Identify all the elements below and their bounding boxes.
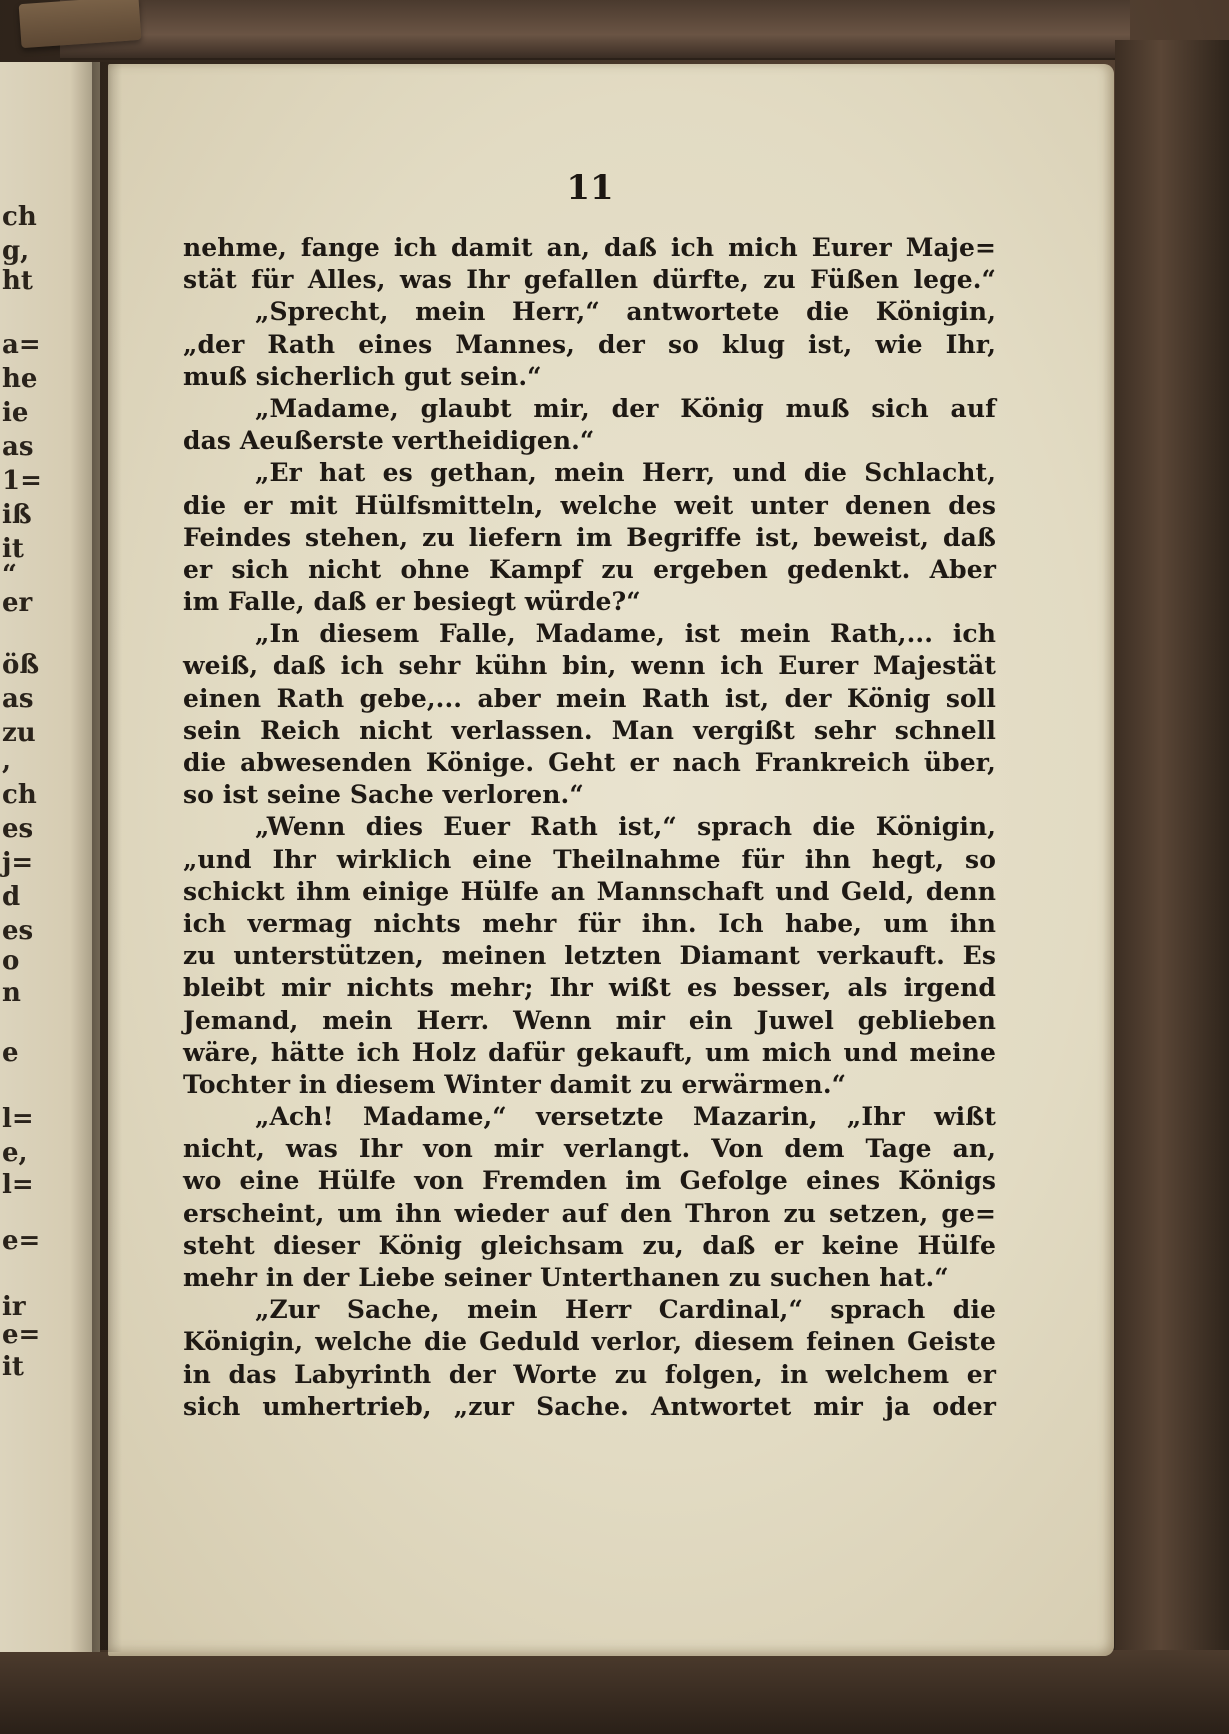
- facing-page-fragment: es: [2, 814, 34, 844]
- facing-page-fragment: “: [2, 560, 17, 590]
- cover-top-edge: [60, 0, 1130, 60]
- facing-page-fragment: ,: [2, 746, 12, 776]
- facing-page-fragment: ie: [2, 398, 29, 428]
- cover-bottom-edge: [0, 1650, 1229, 1734]
- text-line: er sich nicht ohne Kampf zu ergeben gedenkt. Aber: [183, 554, 996, 584]
- facing-page: [0, 62, 100, 1652]
- facing-page-fragment: it: [2, 534, 24, 564]
- text-line: „Madame, glaubt mir, der König muß sich auf: [255, 393, 996, 423]
- facing-page-fragment: j=: [2, 848, 34, 878]
- facing-page-fragment: e: [2, 1038, 19, 1068]
- text-line: im Falle, daß er besiegt würde?“: [183, 587, 641, 617]
- facing-page-fragment: ch: [2, 202, 37, 232]
- text-line: weiß, daß ich sehr kühn bin, wenn ich Eurer Majestät: [183, 651, 996, 681]
- facing-page-fragment: it: [2, 1352, 24, 1382]
- text-line: das Aeußerste vertheidigen.“: [183, 426, 595, 456]
- body-text: [183, 232, 996, 1423]
- facing-page-fragment: as: [2, 432, 34, 462]
- text-line: einen Rath gebe,... aber mein Rath ist, der König soll: [183, 683, 996, 713]
- text-line: steht dieser König gleichsam zu, daß er keine Hülfe: [183, 1230, 996, 1260]
- text-line: Tochter in diesem Winter damit zu erwärmen.“: [183, 1069, 847, 1099]
- text-line: erscheint, um ihn wieder auf den Thron zu setzen, ge=: [183, 1198, 996, 1228]
- facing-page-fragment: es: [2, 916, 34, 946]
- facing-page-fragment: 1=: [2, 466, 42, 496]
- text-line: stät für Alles, was Ihr gefallen dürfte, zu Füßen lege.“: [183, 265, 996, 295]
- page-gutter-shadow: [92, 62, 122, 1652]
- facing-page-fragment: e=: [2, 1226, 41, 1256]
- text-line: muß sicherlich gut sein.“: [183, 361, 542, 391]
- text-line: nicht, was Ihr von mir verlangt. Von dem Tage an,: [183, 1134, 996, 1164]
- facing-page-fragment: er: [2, 588, 33, 618]
- facing-page-fragment: zu: [2, 718, 36, 748]
- text-line: „Zur Sache, mein Herr Cardinal,“ sprach die: [255, 1295, 996, 1325]
- text-line: wo eine Hülfe von Fremden im Gefolge eines Königs: [183, 1166, 996, 1196]
- text-line: die er mit Hülfsmitteln, welche weit unter denen des: [183, 490, 996, 520]
- text-line: zu unterstützen, meinen letzten Diamant verkauft. Es: [183, 941, 996, 971]
- facing-page-fragment: öß: [2, 650, 40, 680]
- text-line: Jemand, mein Herr. Wenn mir ein Juwel geblieben: [183, 1005, 996, 1035]
- facing-page-fragment: ir: [2, 1292, 26, 1322]
- facing-page-fragment: e,: [2, 1138, 28, 1168]
- facing-page-fragment: n: [2, 978, 21, 1008]
- facing-page-fragment: l=: [2, 1170, 34, 1200]
- cover-right-edge: [1115, 40, 1229, 1680]
- facing-page-fragment: he: [2, 364, 38, 394]
- text-line: sein Reich nicht verlassen. Man vergißt sehr schnell: [183, 715, 996, 745]
- facing-page-fragment: as: [2, 684, 34, 714]
- text-line: „der Rath eines Mannes, der so klug ist, wie Ihr,: [183, 329, 996, 359]
- facing-page-fragment: ht: [2, 266, 33, 296]
- facing-page-fragment: ch: [2, 780, 37, 810]
- text-line: nehme, fange ich damit an, daß ich mich Eurer Maje=: [183, 233, 996, 262]
- text-line: mehr in der Liebe seiner Unterthanen zu suchen hat.“: [183, 1263, 949, 1292]
- text-line: „Ach! Madame,“ versetzte Mazarin, „Ihr wißt: [255, 1102, 996, 1132]
- text-line: Königin, welche die Geduld verlor, diesem feinen Geiste: [183, 1327, 996, 1357]
- facing-page-fragment: g,: [2, 236, 30, 266]
- text-line: „Er hat es gethan, mein Herr, und die Schlacht,: [255, 458, 996, 488]
- text-line: „Sprecht, mein Herr,“ antwortete die Königin,: [255, 297, 996, 327]
- page-number: 11: [566, 168, 614, 208]
- text-line: schickt ihm einige Hülfe an Mannschaft und Geld, denn: [183, 876, 996, 906]
- text-line: „In diesem Falle, Madame, ist mein Rath,... ich: [255, 619, 996, 649]
- text-line: so ist seine Sache verloren.“: [183, 780, 584, 810]
- facing-page-fragment: d: [2, 882, 21, 912]
- facing-page-fragment: a=: [2, 330, 41, 360]
- text-line: wäre, hätte ich Holz dafür gekauft, um mich und meine: [183, 1037, 996, 1067]
- facing-page-fragment: iß: [2, 500, 32, 530]
- facing-page-fragment: o: [2, 946, 20, 976]
- facing-page-fragment: e=: [2, 1320, 41, 1350]
- text-line: „Wenn dies Euer Rath ist,“ sprach die Königin,: [255, 812, 996, 842]
- text-line: bleibt mir nichts mehr; Ihr wißt es besser, als irgend: [183, 973, 996, 1003]
- text-line: in das Labyrinth der Worte zu folgen, in welchem er: [183, 1359, 996, 1389]
- facing-page-fragment: l=: [2, 1104, 34, 1134]
- text-line: die abwesenden Könige. Geht er nach Frankreich über,: [183, 748, 996, 777]
- text-line: sich umhertrieb, „zur Sache. Antwortet mir ja oder: [183, 1391, 996, 1421]
- text-line: Feindes stehen, zu liefern im Begriffe ist, beweist, daß: [183, 522, 996, 552]
- cover-leather-strap: [19, 0, 142, 48]
- text-line: „und Ihr wirklich eine Theilnahme für ihn hegt, so: [183, 844, 996, 874]
- text-line: ich vermag nichts mehr für ihn. Ich habe, um ihn: [183, 908, 996, 938]
